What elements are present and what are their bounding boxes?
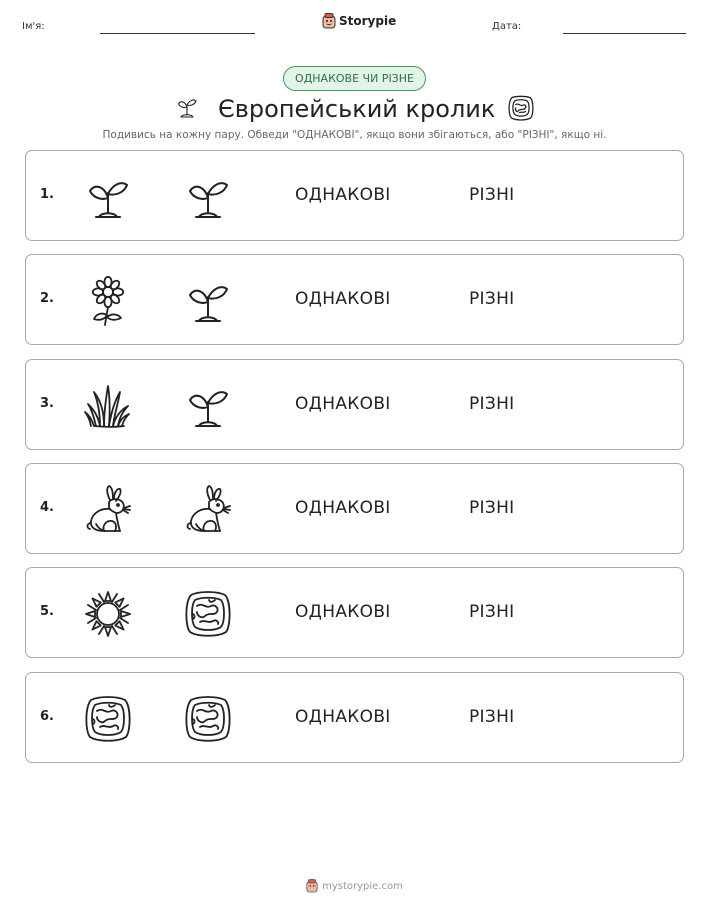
right-picture bbox=[182, 171, 234, 223]
item-row-5 bbox=[25, 567, 684, 658]
burrow-icon bbox=[182, 693, 234, 745]
worksheet-type-badge: ОДНАКОВЕ ЧИ РІЗНЕ bbox=[283, 66, 426, 91]
item-number: 6. bbox=[40, 708, 54, 724]
option-same[interactable]: ОДНАКОВІ bbox=[295, 393, 391, 414]
sun-icon bbox=[82, 588, 134, 640]
name-label: Ім'я: bbox=[22, 21, 45, 32]
left-picture bbox=[82, 588, 134, 640]
sprout-icon bbox=[174, 94, 200, 120]
option-different[interactable]: РІЗНІ bbox=[469, 706, 515, 727]
item-row-2 bbox=[25, 254, 684, 345]
item-number: 3. bbox=[40, 395, 54, 411]
page-title: Європейський кролик bbox=[218, 95, 496, 123]
left-picture bbox=[82, 484, 134, 536]
brand-name: Storypie bbox=[339, 14, 397, 28]
right-picture bbox=[182, 693, 234, 745]
flower-icon bbox=[82, 275, 134, 327]
item-number: 4. bbox=[40, 499, 54, 515]
item-row-3 bbox=[25, 359, 684, 450]
item-row-1 bbox=[25, 150, 684, 241]
date-label: Дата: bbox=[492, 21, 522, 32]
item-number: 1. bbox=[40, 187, 54, 202]
instructions: Подивись на кожну пару. Обведи "ОДНАКОВІ", якщо вони збігаються, або "РІЗНІ", якщо ні. bbox=[102, 129, 607, 141]
option-different[interactable]: РІЗНІ bbox=[469, 289, 515, 310]
option-different[interactable]: РІЗНІ bbox=[469, 497, 515, 518]
left-picture bbox=[82, 275, 134, 327]
burrow-icon bbox=[506, 93, 536, 123]
option-same[interactable]: ОДНАКОВІ bbox=[295, 289, 391, 310]
left-picture bbox=[82, 693, 134, 745]
right-picture bbox=[182, 484, 234, 536]
grass-icon bbox=[82, 380, 134, 432]
left-picture bbox=[82, 380, 134, 432]
sprout-icon bbox=[182, 275, 234, 327]
option-same[interactable]: ОДНАКОВІ bbox=[295, 602, 391, 623]
storypie-mascot-icon bbox=[322, 13, 336, 29]
burrow-icon bbox=[182, 588, 234, 640]
rabbit-icon bbox=[82, 484, 134, 536]
item-row-4 bbox=[25, 463, 684, 554]
sprout-icon bbox=[182, 171, 234, 223]
sprout-icon bbox=[82, 171, 134, 223]
sprout-icon bbox=[182, 380, 234, 432]
option-different[interactable]: РІЗНІ bbox=[469, 393, 515, 414]
storypie-mascot-icon bbox=[306, 879, 318, 893]
brand-logo bbox=[322, 13, 396, 29]
title-bar bbox=[0, 92, 709, 126]
item-number: 5. bbox=[40, 604, 54, 620]
footer-url[interactable]: mystorypie.com bbox=[322, 880, 403, 892]
item-row-6 bbox=[25, 672, 684, 763]
right-picture bbox=[182, 275, 234, 327]
option-different[interactable]: РІЗНІ bbox=[469, 602, 515, 623]
burrow-icon bbox=[82, 693, 134, 745]
option-different[interactable]: РІЗНІ bbox=[469, 185, 515, 205]
rabbit-icon bbox=[182, 484, 234, 536]
item-number: 2. bbox=[40, 291, 54, 307]
footer bbox=[0, 879, 709, 893]
option-same[interactable]: ОДНАКОВІ bbox=[295, 497, 391, 518]
option-same[interactable]: ОДНАКОВІ bbox=[295, 706, 391, 727]
date-line[interactable] bbox=[563, 33, 686, 34]
right-picture bbox=[182, 380, 234, 432]
name-line[interactable] bbox=[100, 33, 255, 34]
option-same[interactable]: ОДНАКОВІ bbox=[295, 185, 391, 205]
right-picture bbox=[182, 588, 234, 640]
left-picture bbox=[82, 171, 134, 223]
